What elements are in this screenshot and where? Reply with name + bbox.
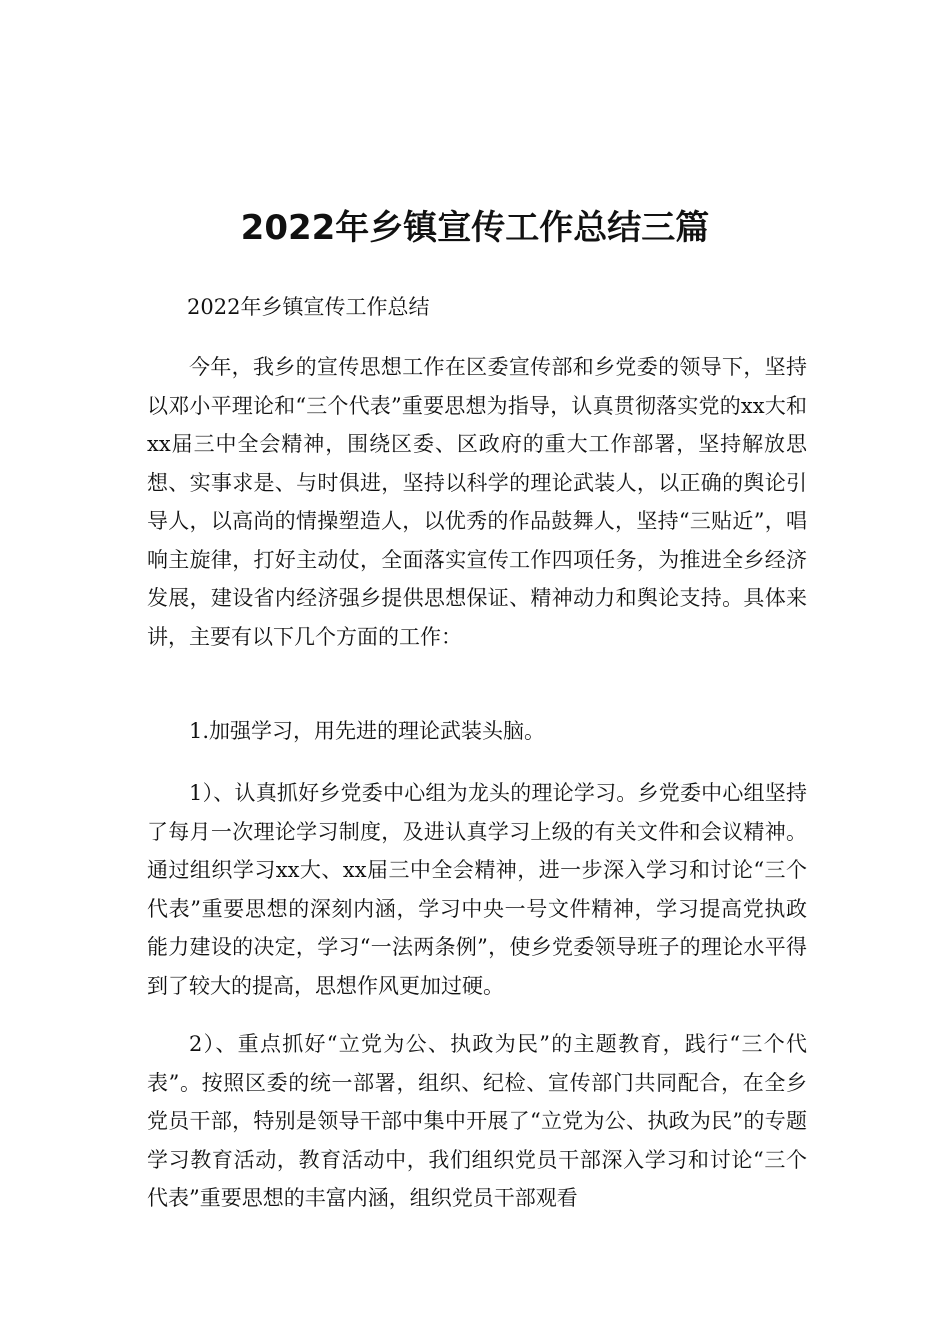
- body-paragraph-intro: 今年，我乡的宣传思想工作在区委宣传部和乡党委的领导下，坚持以邓小平理论和“三个代表”重要思想为指导，认真贯彻落实党的xx大和xx届三中全会精神，围绕区委、区政府的重大工作部署，坚持解放思想、实事求是、与时俱进，坚持以科学的理论武装人，以正确的舆论引导人，以高尚的情操塑造人，以优秀的作品鼓舞人，坚持“三贴近”，唱响主旋律，打好主动仗，全面落实宣传工作四项任务，为推进全乡经济发展，建设省内经济强乡提供思想保证、精神动力和舆论支持。具体来讲，主要有以下几个方面的工作：: [147, 355, 807, 649]
- body-paragraph-item-1: 1）、认真抓好乡党委中心组为龙头的理论学习。乡党委中心组坚持了每月一次理论学习制度，及进认真学习上级的有关文件和会议精神。通过组织学习xx大、xx届三中全会精神，进一步深入学习和讨论“三个代表”重要思想的深刻内涵，学习中央一号文件精神，学习提高党执政能力建设的决定，学习“一法两条例”，使乡党委领导班子的理论水平得到了较大的提高，思想作风更加过硬。: [147, 781, 807, 998]
- document-title: 2022年乡镇宣传工作总结三篇: [240, 208, 710, 248]
- document-subtitle: 2022年乡镇宣传工作总结: [187, 295, 430, 319]
- section-heading-1: 1.加强学习，用先进的理论武装头脑。: [189, 719, 546, 743]
- body-paragraph-item-2: 2）、重点抓好“立党为公、执政为民”的主题教育，践行“三个代表”。按照区委的统一部署，组织、纪检、宣传部门共同配合，在全乡党员干部，特别是领导干部中集中开展了“立党为公、执政为民”的专题学习教育活动，教育活动中，我们组织党员干部深入学习和讨论“三个代表”重要思想的丰富内涵，组织党员干部观看: [147, 1032, 807, 1210]
